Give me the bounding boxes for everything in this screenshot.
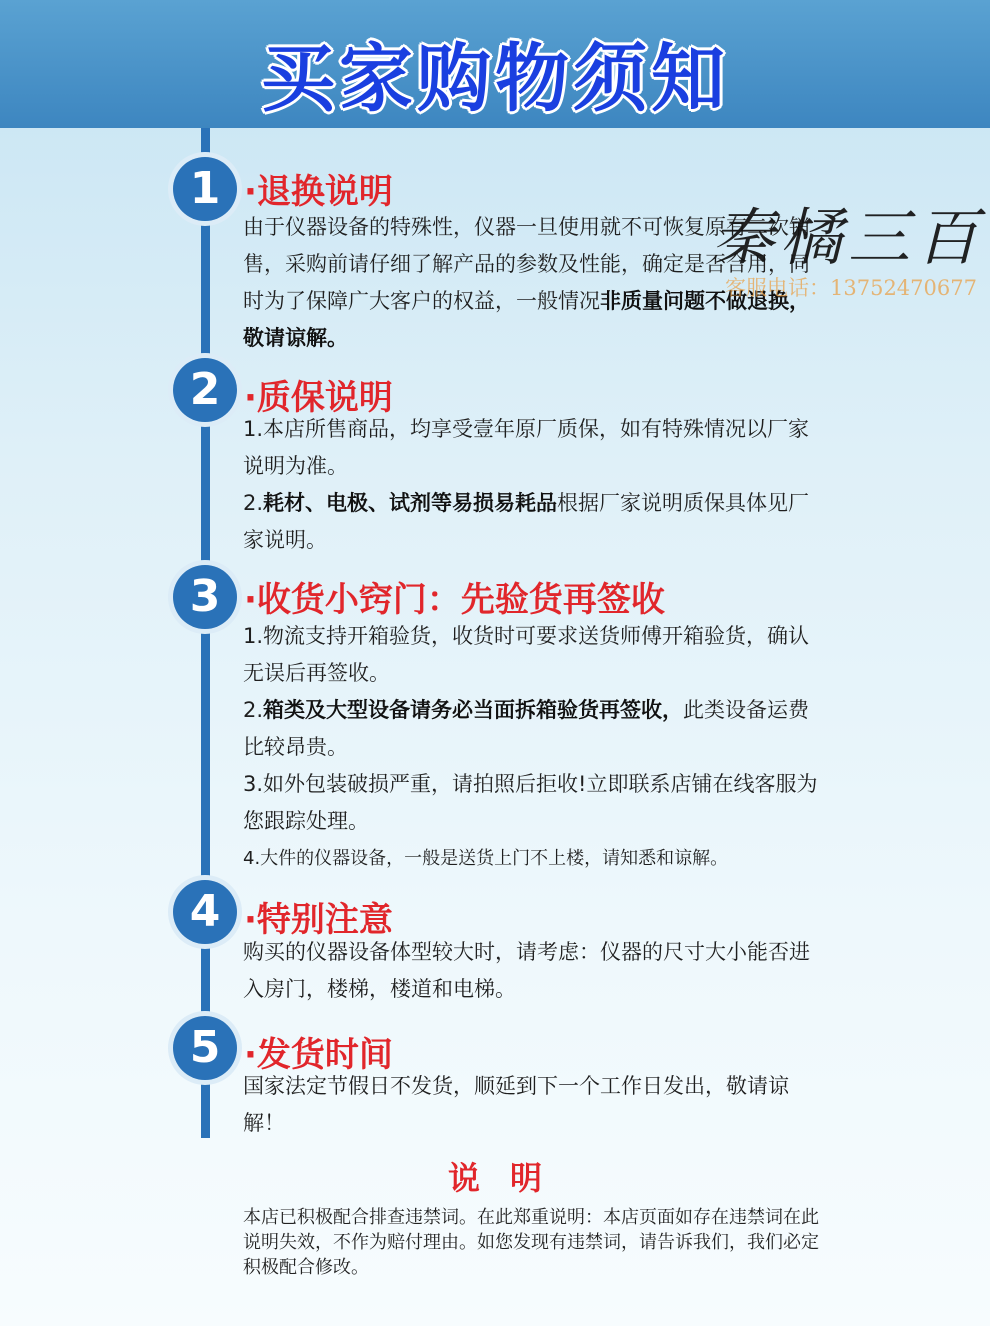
shipping-paragraph: 国家法定节假日不发货，顺延到下一个工作日发出，敬请谅解！ (243, 1074, 789, 1135)
step-5-badge (173, 1016, 237, 1080)
step-number: 3 (189, 571, 221, 622)
timeline-line (201, 128, 210, 1138)
section-receiving-text (243, 618, 818, 877)
section-title-returns: ·退换说明 (244, 172, 393, 212)
step-2-badge (173, 358, 237, 422)
header-banner (0, 0, 990, 128)
receiving-item-2-bold: 箱类及大型设备请务必当面拆箱验货再签收， (263, 698, 684, 722)
section-warranty-text (243, 411, 818, 559)
warranty-item-2-text: 2. (243, 491, 264, 515)
section-attention-text (243, 934, 818, 1008)
receiving-item-2-tail: 此类设备运费比较昂贵。 (243, 698, 810, 759)
step-number: 1 (189, 163, 221, 214)
section-title-shipping: ·发货时间 (244, 1035, 393, 1075)
receiving-item-1 (243, 618, 818, 692)
step-3-badge (173, 565, 237, 629)
returns-paragraph: 由于仪器设备的特殊性，仪器一旦使用就不可恢复原有二次销售，采购前请仔细了解产品的参数及性能，确定是否合用，同时为了保障广大客户的权益，一般情况 (243, 215, 810, 313)
phone-watermark: 客服电话：13752470677 (725, 276, 977, 300)
section-title-attention: ·特别注意 (244, 900, 393, 940)
receiving-item-4-text: 4.大件的仪器设备，一般是送货上门不上楼，请知悉和谅解。 (243, 848, 729, 869)
receiving-item-2 (243, 692, 818, 766)
step-1-badge (173, 157, 237, 221)
warranty-item-2-tail: 根据厂家说明质保具体见厂家说明。 (243, 491, 810, 552)
receiving-item-3-text: 3.如外包装破损严重，请拍照后拒收!立即联系店铺在线客服为您跟踪处理。 (243, 772, 818, 833)
receiving-item-2-text: 2. (243, 698, 264, 722)
step-4-badge (173, 880, 237, 944)
section-title-warranty: ·质保说明 (244, 378, 393, 418)
receiving-item-3 (243, 766, 818, 840)
warranty-item-2-bold: 耗材、电极、试剂等易损易耗品 (263, 491, 558, 515)
section-shipping-text (243, 1068, 818, 1142)
warranty-item-1 (243, 411, 818, 485)
warranty-item-2 (243, 485, 818, 559)
step-number: 4 (189, 886, 221, 937)
receiving-item-1-text: 1.物流支持开箱验货，收货时可要求送货师傅开箱验货，确认无误后再签收。 (243, 624, 810, 685)
note-title: 说明 (447, 1159, 572, 1197)
receiving-item-4 (243, 840, 818, 877)
attention-paragraph: 购买的仪器设备体型较大时，请考虑：仪器的尺寸大小能否进入房门，楼梯，楼道和电梯。 (243, 940, 810, 1001)
note-body: 本店已积极配合排查违禁词。在此郑重说明：本店页面如存在违禁词在此说明失效，不作为赔付理由。如您发现有违禁词，请告诉我们，我们必定积极配合修改。 (243, 1207, 819, 1278)
returns-bold-text: 非质量问题不做退换，敬请谅解。 (243, 289, 810, 350)
warranty-item-1-text: 1.本店所售商品，均享受壹年原厂质保，如有特殊情况以厂家说明为准。 (243, 417, 810, 478)
step-number: 2 (189, 364, 221, 415)
page-title: 买家购物须知 (261, 36, 729, 122)
step-number: 5 (189, 1022, 221, 1073)
section-title-receiving: ·收货小窍门：先验货再签收 (244, 580, 665, 620)
signature-watermark: 秦橘三百 (712, 201, 985, 274)
